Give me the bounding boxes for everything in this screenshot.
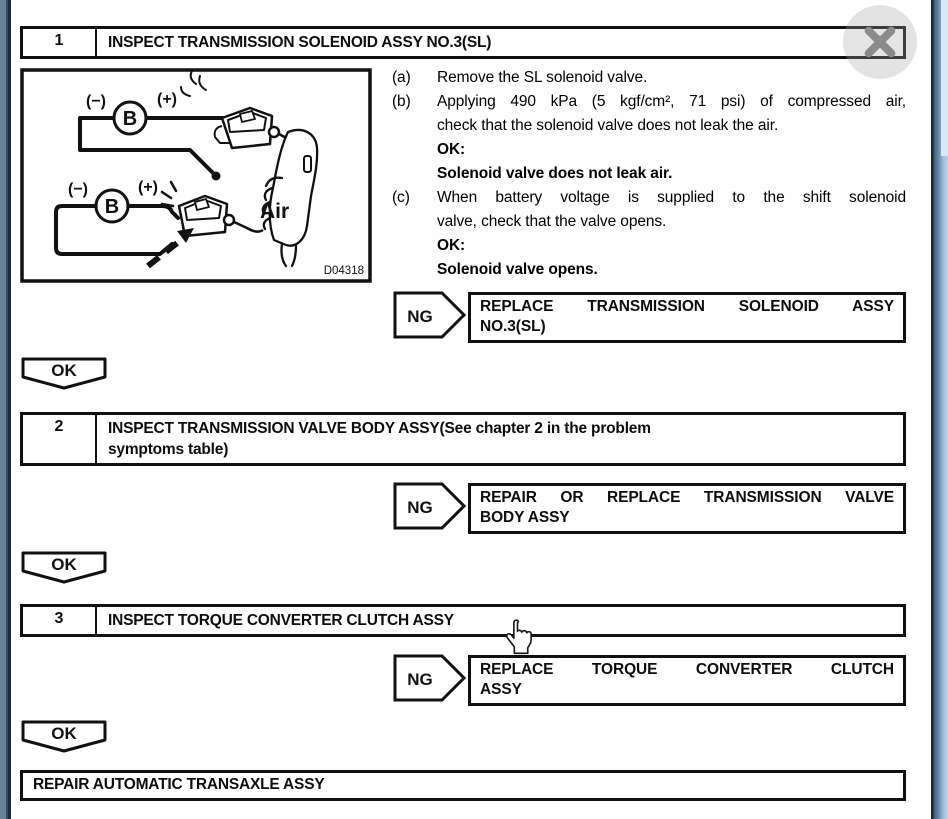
step-2-title — [97, 415, 903, 463]
item-label-c: (c) — [392, 189, 410, 206]
ng-flag-2 — [393, 482, 467, 530]
instruction-a — [392, 66, 906, 90]
ng-result-3 — [468, 655, 906, 706]
ok-badge-2 — [20, 550, 108, 586]
ok-criterion-2: Solenoid valve opens. — [437, 261, 598, 278]
minus-label-bottom: (−) — [68, 181, 88, 198]
figure-code: D04318 — [323, 265, 364, 277]
ng-result-1-line1: REPLACE TRANSMISSION SOLENOID ASSY — [480, 298, 894, 315]
ok-badge-2-label: OK — [51, 555, 77, 574]
ng-result-2 — [468, 483, 906, 534]
ng-result-3-line2: ASSY — [480, 681, 522, 698]
instruction-c — [392, 186, 906, 282]
ok-criterion-1: Solenoid valve does not leak air. — [437, 165, 673, 182]
item-text-b-line1: Applying 490 kPa (5 kgf/cm², 71 psi) of compressed air, — [437, 93, 906, 110]
step-2-header[interactable] — [20, 412, 906, 466]
step-2-title-line2: symptoms table) — [108, 441, 229, 458]
item-label-b: (b) — [392, 93, 411, 110]
solenoid-test-diagram — [20, 68, 372, 283]
ng-label-2: NG — [407, 498, 433, 517]
ng-flag-1 — [393, 291, 467, 339]
battery-label-top: B — [122, 108, 138, 130]
battery-label-bottom: B — [104, 196, 120, 218]
ok-badge-3-label: OK — [51, 724, 77, 743]
close-button[interactable] — [843, 5, 917, 79]
plus-label-bottom: (+) — [138, 179, 158, 196]
scrollbar[interactable] — [931, 0, 948, 819]
instruction-b — [392, 90, 906, 186]
ok-badge-3 — [20, 719, 108, 755]
item-label-a: (a) — [392, 69, 411, 86]
ng-result-2-line1: REPAIR OR REPLACE TRANSMISSION VALVE — [480, 489, 894, 506]
step-3-header[interactable] — [20, 604, 906, 637]
step-1-title: INSPECT TRANSMISSION SOLENOID ASSY NO.3(SL) — [108, 34, 492, 51]
ng-flag-3 — [393, 654, 467, 702]
probe-tip — [212, 172, 221, 181]
ng-result-1 — [468, 292, 906, 343]
item-text-a: Remove the SL solenoid valve. — [437, 69, 648, 86]
close-icon — [843, 5, 917, 79]
item-text-b-line2: check that the solenoid valve does not leak the air. — [437, 117, 779, 134]
final-result-box — [20, 770, 906, 801]
step-1-header[interactable] — [20, 26, 906, 59]
minus-label-top: (−) — [86, 93, 106, 110]
ok-label-2: OK: — [437, 237, 466, 254]
ng-label-1: NG — [407, 307, 433, 326]
air-label: Air — [260, 200, 290, 223]
figure-border — [22, 70, 370, 281]
final-result-text: REPAIR AUTOMATIC TRANSAXLE ASSY — [33, 776, 325, 793]
step-3-number: 3 — [23, 607, 97, 634]
ok-badge-1 — [20, 356, 108, 392]
solenoid-test-figure — [20, 68, 372, 283]
item-text-c-line2: valve, check that the valve opens. — [437, 213, 667, 230]
ok-label-1: OK: — [437, 141, 466, 158]
step-2-title-line1: INSPECT TRANSMISSION VALVE BODY ASSY(See chapter 2 in the problem — [108, 420, 651, 437]
ok-badge-1-label: OK — [51, 361, 77, 380]
scrollbar-thumb[interactable] — [941, 0, 948, 156]
procedure-instructions — [392, 66, 906, 282]
hand-cursor-icon — [505, 618, 533, 656]
ng-label-3: NG — [407, 670, 433, 689]
ng-result-1-line2: NO.3(SL) — [480, 318, 546, 335]
window-left-border — [0, 0, 11, 819]
item-text-c-line1: When battery voltage is supplied to the shift solenoid — [437, 189, 906, 206]
step-3-title: INSPECT TORQUE CONVERTER CLUTCH ASSY — [108, 612, 454, 629]
step-2-number: 2 — [23, 415, 97, 463]
ng-result-3-line1: REPLACE TORQUE CONVERTER CLUTCH — [480, 661, 894, 678]
plus-label-top: (+) — [157, 91, 177, 108]
step-1-number: 1 — [23, 29, 97, 56]
ng-result-2-line2: BODY ASSY — [480, 509, 570, 526]
